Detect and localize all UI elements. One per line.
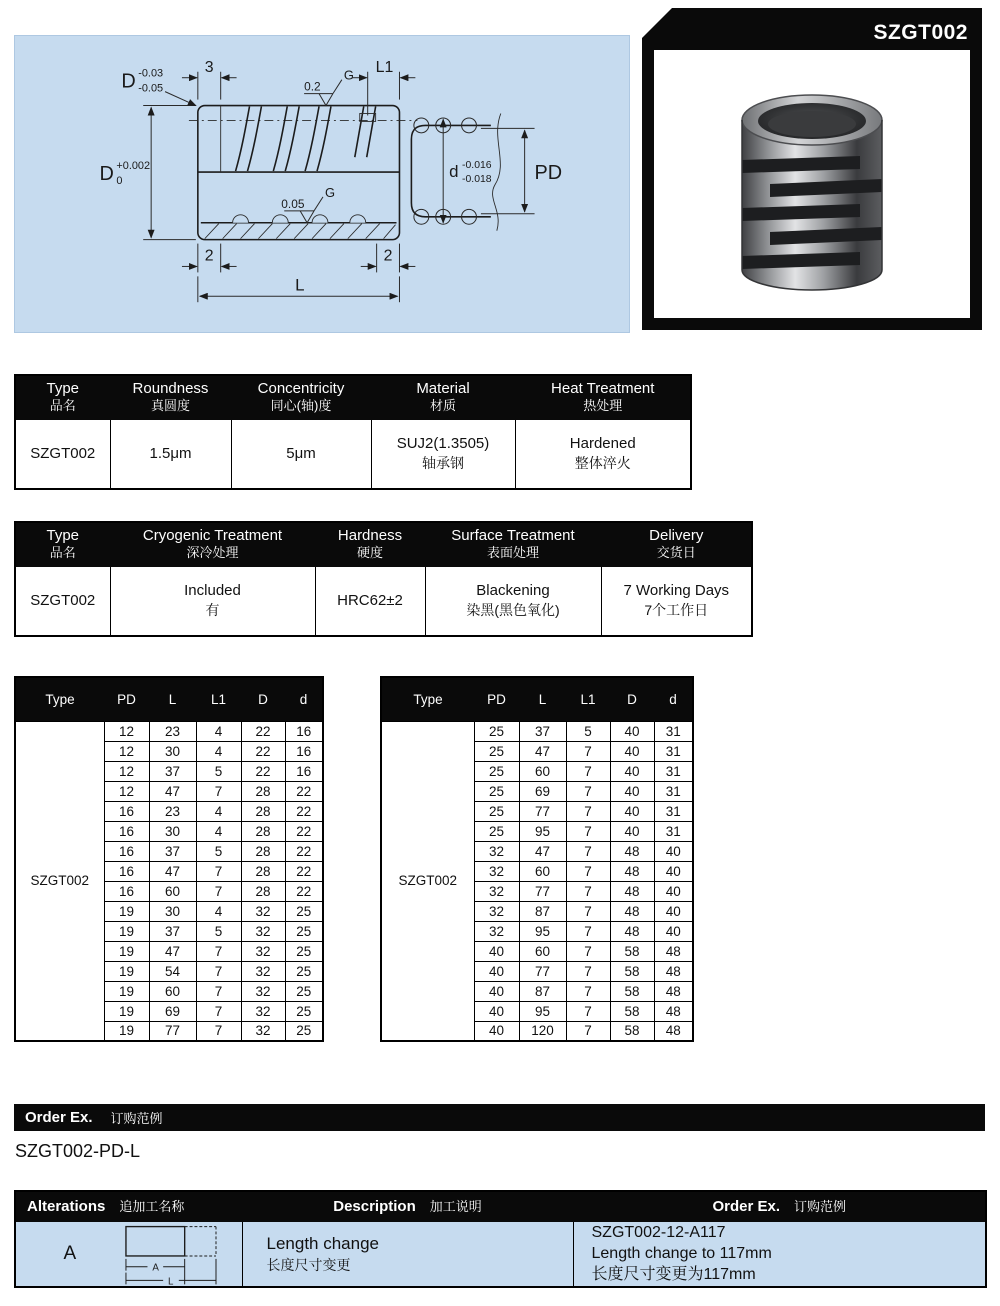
dim-value-cell: 19 xyxy=(104,941,149,961)
dim-value-cell: 12 xyxy=(104,721,149,741)
dim-value-cell: 48 xyxy=(610,861,654,881)
dim-value-cell: 40 xyxy=(654,881,693,901)
svg-text:2: 2 xyxy=(383,247,393,265)
dim-value-cell: 25 xyxy=(474,761,519,781)
alteration-description-cell: Length change 长度尺寸变更 xyxy=(242,1221,573,1287)
dim-value-cell: 28 xyxy=(241,801,285,821)
hatch-band xyxy=(205,215,396,239)
dim-value-cell: 7 xyxy=(566,921,610,941)
dim-value-cell: 4 xyxy=(196,801,241,821)
dim-value-cell: 40 xyxy=(610,721,654,741)
dim-value-cell: 7 xyxy=(196,981,241,1001)
alteration-order-line: SZGT002-12-A117 xyxy=(591,1224,726,1242)
dim-value-cell: 16 xyxy=(104,881,149,901)
dim-value-cell: 40 xyxy=(654,841,693,861)
dim-value-cell: 54 xyxy=(149,961,196,981)
spec2-header-surface: Surface Treatment 表面处理 xyxy=(425,522,601,567)
spec2-hardness-cell: HRC62±2 xyxy=(315,567,425,636)
dim-value-cell: 16 xyxy=(104,841,149,861)
dim-value-cell: 32 xyxy=(241,941,285,961)
dim-value-cell: 16 xyxy=(104,861,149,881)
dim-value-cell: 95 xyxy=(519,921,566,941)
dim-table-row xyxy=(15,721,323,741)
dim-value-cell: 47 xyxy=(149,781,196,801)
spec2-header-delivery: Delivery 交货日 xyxy=(601,522,752,567)
dim-3 xyxy=(182,72,237,100)
dim-value-cell: 28 xyxy=(241,861,285,881)
dim-value-cell: 7 xyxy=(566,761,610,781)
dim-value-cell: 23 xyxy=(149,801,196,821)
svg-text:0.2: 0.2 xyxy=(304,79,321,94)
dim-right-header-row xyxy=(381,677,693,721)
svg-text:G: G xyxy=(324,184,336,200)
spec1-header-row xyxy=(15,375,691,420)
dim-value-cell: 77 xyxy=(519,881,566,901)
svg-text:PD: PD xyxy=(534,162,563,185)
dim-right-header-l1: L1 xyxy=(566,677,610,721)
dim-value-cell: 48 xyxy=(654,981,693,1001)
photo-product-code: SZGT002 xyxy=(873,21,968,44)
dim-value-cell: 31 xyxy=(654,761,693,781)
technical-drawing xyxy=(15,36,629,332)
dim-value-cell: 40 xyxy=(474,961,519,981)
dim-value-cell: 87 xyxy=(519,901,566,921)
spec1-type-cell: SZGT002 xyxy=(15,420,110,489)
dim-value-cell: 28 xyxy=(241,781,285,801)
dim-value-cell: 69 xyxy=(519,781,566,801)
dim-value-cell: 37 xyxy=(149,921,196,941)
svg-text:-0.016: -0.016 xyxy=(462,160,492,172)
dim-value-cell: 4 xyxy=(196,821,241,841)
spec2-header-hardness: Hardness 硬度 xyxy=(315,522,425,567)
dim-value-cell: 48 xyxy=(610,841,654,861)
dim-value-cell: 32 xyxy=(474,901,519,921)
svg-text:-0.03: -0.03 xyxy=(138,67,164,80)
dim-value-cell: 12 xyxy=(104,741,149,761)
dim-value-cell: 40 xyxy=(654,901,693,921)
product-photo-panel xyxy=(642,8,982,330)
dim-value-cell: 25 xyxy=(285,901,323,921)
alterations-header-description: Description 加工说明 xyxy=(242,1191,573,1221)
dim-value-cell: 12 xyxy=(104,781,149,801)
dim-value-cell: 22 xyxy=(241,741,285,761)
dim-value-cell: 25 xyxy=(474,821,519,841)
dim-value-cell: 25 xyxy=(474,721,519,741)
order-example-bar xyxy=(14,1104,985,1131)
dim-value-cell: 7 xyxy=(566,981,610,1001)
dim-table-row xyxy=(381,721,693,741)
dim-value-cell: 31 xyxy=(654,741,693,761)
dim-value-cell: 7 xyxy=(566,821,610,841)
alterations-header-name: Alterations 追加工名称 xyxy=(15,1191,242,1221)
dim-type-cell: SZGT002 xyxy=(15,721,104,1041)
dim-value-cell: 31 xyxy=(654,781,693,801)
dim-value-cell: 48 xyxy=(654,1021,693,1041)
dim-value-cell: 16 xyxy=(285,741,323,761)
dim-value-cell: 19 xyxy=(104,921,149,941)
svg-text:L: L xyxy=(167,1276,174,1285)
dim-value-cell: 16 xyxy=(104,821,149,841)
spec1-header-type: Type 品名 xyxy=(15,375,110,420)
dim-type-cell: SZGT002 xyxy=(381,721,474,1041)
dim-value-cell: 60 xyxy=(519,861,566,881)
order-bar-title-zh: 订购范例 xyxy=(110,1111,163,1126)
dim-value-cell: 22 xyxy=(241,761,285,781)
dim-value-cell: 40 xyxy=(610,761,654,781)
spec2-header-row xyxy=(15,522,752,567)
dim-value-cell: 77 xyxy=(519,961,566,981)
dim-value-cell: 22 xyxy=(285,861,323,881)
dim-value-cell: 48 xyxy=(610,881,654,901)
dim-value-cell: 37 xyxy=(519,721,566,741)
dim-value-cell: 48 xyxy=(610,901,654,921)
dim-value-cell: 58 xyxy=(610,1001,654,1021)
svg-text:G: G xyxy=(343,67,354,83)
alteration-code: A xyxy=(63,1242,77,1264)
dim-value-cell: 95 xyxy=(519,1001,566,1021)
dim-value-cell: 60 xyxy=(519,941,566,961)
dim-value-cell: 7 xyxy=(566,941,610,961)
dim-value-cell: 4 xyxy=(196,721,241,741)
alteration-order-line: Length change to 117mm xyxy=(591,1245,772,1263)
dim-value-cell: 32 xyxy=(474,881,519,901)
dim-value-cell: 7 xyxy=(196,881,241,901)
dim-value-cell: 28 xyxy=(241,821,285,841)
dim-value-cell: 48 xyxy=(654,941,693,961)
label-D-left: D xyxy=(99,163,114,186)
dim-left-header-d-low: d xyxy=(285,677,323,721)
dim-value-cell: 7 xyxy=(566,1001,610,1021)
dim-value-cell: 25 xyxy=(285,981,323,1001)
label-d: d xyxy=(449,162,459,182)
dim-left-header-type: Type xyxy=(15,677,104,721)
dim-value-cell: 7 xyxy=(196,1001,241,1021)
dim-value-cell: 37 xyxy=(149,761,196,781)
spec1-heat-cell: Hardened 整体淬火 xyxy=(515,420,691,489)
dim-value-cell: 32 xyxy=(241,961,285,981)
alteration-row-a xyxy=(15,1221,986,1287)
dim-right-header-l: L xyxy=(519,677,566,721)
dim-right-header-d-low: d xyxy=(654,677,693,721)
dim-value-cell: 32 xyxy=(241,921,285,941)
dim-value-cell: 25 xyxy=(285,1021,323,1041)
dim-value-cell: 47 xyxy=(149,861,196,881)
dim-value-cell: 7 xyxy=(196,861,241,881)
dim-value-cell: 7 xyxy=(566,881,610,901)
dim-value-cell: 25 xyxy=(285,941,323,961)
dim-value-cell: 5 xyxy=(196,921,241,941)
dim-value-cell: 7 xyxy=(566,841,610,861)
dim-value-cell: 32 xyxy=(474,841,519,861)
alteration-code-cell xyxy=(15,1221,242,1287)
dim-value-cell: 40 xyxy=(654,921,693,941)
spec2-header-cryogenic: Cryogenic Treatment 深冷处理 xyxy=(110,522,315,567)
dim-value-cell: 7 xyxy=(566,781,610,801)
spec1-material-cell: SUJ2(1.3505) 轴承钢 xyxy=(371,420,515,489)
dim-value-cell: 58 xyxy=(610,1021,654,1041)
dim-value-cell: 19 xyxy=(104,1021,149,1041)
dim-value-cell: 58 xyxy=(610,981,654,1001)
spec1-roundness-cell: 1.5μm xyxy=(110,420,231,489)
spec-table-treatment xyxy=(14,521,753,637)
dim-value-cell: 12 xyxy=(104,761,149,781)
dim-value-cell: 31 xyxy=(654,801,693,821)
dim-value-cell: 19 xyxy=(104,1001,149,1021)
dim-value-cell: 47 xyxy=(519,741,566,761)
alterations-header-order: Order Ex. 订购范例 xyxy=(573,1191,986,1221)
dim-value-cell: 23 xyxy=(149,721,196,741)
dim-value-cell: 32 xyxy=(474,861,519,881)
spec1-header-heat-treatment: Heat Treatment 热处理 xyxy=(515,375,691,420)
spec2-header-type: Type 品名 xyxy=(15,522,110,567)
dimension-table-left xyxy=(14,676,324,1042)
dim-value-cell: 22 xyxy=(241,721,285,741)
dim-value-cell: 22 xyxy=(285,801,323,821)
dim-value-cell: 47 xyxy=(519,841,566,861)
dim-value-cell: 77 xyxy=(149,1021,196,1041)
dim-value-cell: 7 xyxy=(566,901,610,921)
dim-right-header-d-cap: D xyxy=(610,677,654,721)
svg-text:-0.05: -0.05 xyxy=(138,82,164,95)
spec2-type-cell: SZGT002 xyxy=(15,567,110,636)
spec1-header-concentricity: Concentricity 同心(轴)度 xyxy=(231,375,371,420)
dim-value-cell: 120 xyxy=(519,1021,566,1041)
dim-value-cell: 40 xyxy=(474,941,519,961)
spec1-header-material: Material 材质 xyxy=(371,375,515,420)
bushing-photo xyxy=(742,95,882,290)
dim-value-cell: 22 xyxy=(285,881,323,901)
dim-value-cell: 58 xyxy=(610,961,654,981)
dim-right-header-pd: PD xyxy=(474,677,519,721)
alteration-order-example-cell xyxy=(573,1221,986,1287)
dim-value-cell: 7 xyxy=(566,801,610,821)
dim-value-cell: 7 xyxy=(566,1021,610,1041)
dim-value-cell: 40 xyxy=(474,981,519,1001)
dim-left-header-l: L xyxy=(149,677,196,721)
svg-text:0: 0 xyxy=(116,175,123,188)
spec2-surface-cell: Blackening 染黑(黑色氧化) xyxy=(425,567,601,636)
spec1-header-roundness: Roundness 真圆度 xyxy=(110,375,231,420)
dim-value-cell: 16 xyxy=(285,761,323,781)
dim-left-header-row xyxy=(15,677,323,721)
dim-value-cell: 32 xyxy=(241,901,285,921)
dim-value-cell: 25 xyxy=(474,801,519,821)
dim-value-cell: 30 xyxy=(149,821,196,841)
dim-value-cell: 47 xyxy=(149,941,196,961)
dim-value-cell: 30 xyxy=(149,901,196,921)
dim-value-cell: 60 xyxy=(149,881,196,901)
dim-value-cell: 19 xyxy=(104,901,149,921)
dim-value-cell: 40 xyxy=(610,821,654,841)
dim-value-cell: 7 xyxy=(566,961,610,981)
dim-value-cell: 40 xyxy=(610,781,654,801)
dim-value-cell: 25 xyxy=(474,781,519,801)
dim-value-cell: 25 xyxy=(285,921,323,941)
dim-value-cell: 40 xyxy=(474,1001,519,1021)
dim-value-cell: 7 xyxy=(566,861,610,881)
dim-value-cell: 19 xyxy=(104,961,149,981)
svg-text:2: 2 xyxy=(204,247,214,265)
dim-value-cell: 69 xyxy=(149,1001,196,1021)
spec2-cryogenic-cell: Included 有 xyxy=(110,567,315,636)
svg-text:A: A xyxy=(152,1262,159,1274)
dim-value-cell: 48 xyxy=(654,1001,693,1021)
spec2-data-row xyxy=(15,567,752,636)
dim-value-cell: 22 xyxy=(285,821,323,841)
svg-text:L1: L1 xyxy=(375,58,394,76)
dim-value-cell: 32 xyxy=(241,981,285,1001)
dim-value-cell: 25 xyxy=(474,741,519,761)
dim-value-cell: 5 xyxy=(196,761,241,781)
spec-table-roundness xyxy=(14,374,692,490)
dim-value-cell: 37 xyxy=(149,841,196,861)
dim-value-cell: 40 xyxy=(610,741,654,761)
dim-value-cell: 5 xyxy=(196,841,241,861)
dim-value-cell: 25 xyxy=(285,961,323,981)
dim-value-cell: 40 xyxy=(610,801,654,821)
dim-value-cell: 31 xyxy=(654,821,693,841)
helical-grooves xyxy=(236,107,376,172)
dim-value-cell: 31 xyxy=(654,721,693,741)
dim-value-cell: 95 xyxy=(519,821,566,841)
alterations-header-row xyxy=(15,1191,986,1221)
svg-text:3: 3 xyxy=(204,58,214,76)
order-example-code: SZGT002-PD-L xyxy=(15,1141,141,1161)
dim-value-cell: 16 xyxy=(285,721,323,741)
dim-value-cell: 60 xyxy=(519,761,566,781)
length-change-diagram xyxy=(124,1223,224,1285)
dim-value-cell: 7 xyxy=(196,961,241,981)
dim-value-cell: 7 xyxy=(196,941,241,961)
dim-value-cell: 7 xyxy=(566,741,610,761)
dim-value-cell: 32 xyxy=(241,1021,285,1041)
dim-value-cell: 58 xyxy=(610,941,654,961)
dim-value-cell: 7 xyxy=(196,1021,241,1041)
dim-right-header-type: Type xyxy=(381,677,474,721)
dim-value-cell: 40 xyxy=(654,861,693,881)
dim-value-cell: 48 xyxy=(654,961,693,981)
alterations-table xyxy=(14,1190,987,1288)
spec1-data-row xyxy=(15,420,691,489)
dim-value-cell: 87 xyxy=(519,981,566,1001)
dim-value-cell: 22 xyxy=(285,781,323,801)
dim-value-cell: 4 xyxy=(196,741,241,761)
dim-left-header-l1: L1 xyxy=(196,677,241,721)
dim-value-cell: 5 xyxy=(566,721,610,741)
dim-value-cell: 25 xyxy=(285,1001,323,1021)
dimension-table-right xyxy=(380,676,694,1042)
dim-value-cell: 28 xyxy=(241,841,285,861)
dim-value-cell: 32 xyxy=(474,921,519,941)
svg-text:+0.002: +0.002 xyxy=(116,160,151,173)
svg-text:L: L xyxy=(295,275,305,295)
order-bar-title-en: Order Ex. xyxy=(25,1109,93,1126)
svg-text:-0.018: -0.018 xyxy=(462,174,492,186)
dim-value-cell: 16 xyxy=(104,801,149,821)
dim-value-cell: 77 xyxy=(519,801,566,821)
dim-value-cell: 48 xyxy=(610,921,654,941)
dim-left-header-d-cap: D xyxy=(241,677,285,721)
dim-value-cell: 28 xyxy=(241,881,285,901)
dim-value-cell: 7 xyxy=(196,781,241,801)
dim-value-cell: 40 xyxy=(474,1021,519,1041)
dim-L1 xyxy=(352,72,416,116)
dim-value-cell: 30 xyxy=(149,741,196,761)
dim-value-cell: 32 xyxy=(241,1001,285,1021)
technical-drawing-panel xyxy=(14,35,630,333)
svg-text:0.05: 0.05 xyxy=(281,196,305,211)
spec1-concentricity-cell: 5μm xyxy=(231,420,371,489)
dim-value-cell: 19 xyxy=(104,981,149,1001)
alteration-order-line: 长度尺寸变更为117mm xyxy=(591,1266,756,1284)
dim-value-cell: 22 xyxy=(285,841,323,861)
dim-value-cell: 4 xyxy=(196,901,241,921)
dim-value-cell: 60 xyxy=(149,981,196,1001)
dim-left-header-pd: PD xyxy=(104,677,149,721)
dim-D-left xyxy=(143,106,196,240)
label-D-top: D xyxy=(121,70,136,93)
spec2-delivery-cell: 7 Working Days 7个工作日 xyxy=(601,567,752,636)
